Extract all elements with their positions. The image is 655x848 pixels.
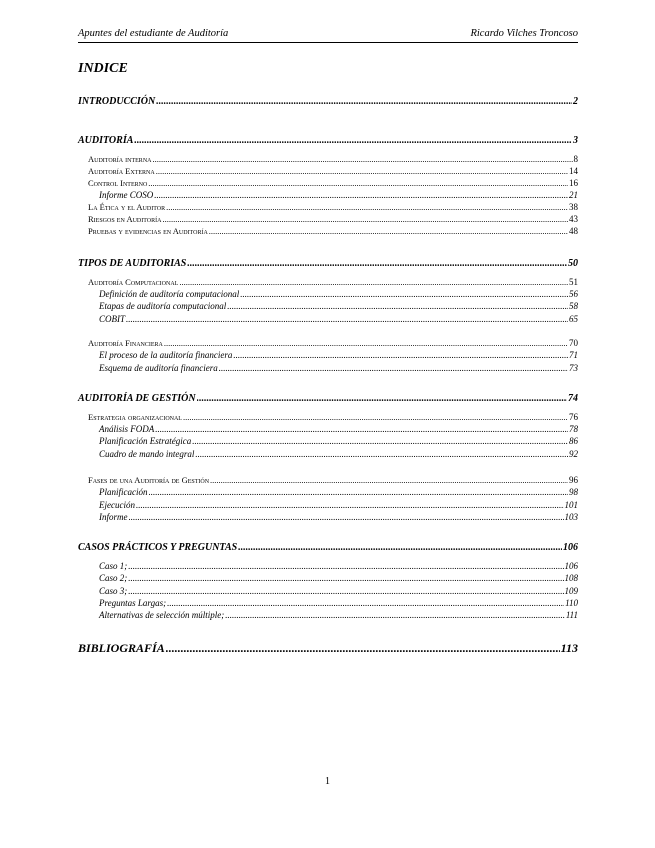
toc-entry-auditoria[interactable]: AUDITORÍA ..... 3 — [78, 135, 578, 146]
toc-entry-esquema-financiera[interactable]: Esquema de auditoría financiera ..... 73 — [78, 363, 578, 373]
toc-entry-cobit[interactable]: COBIT ..... 65 — [78, 314, 578, 324]
toc-entry-definicion-computacional[interactable]: Definición de auditoría computacional ..... 56 — [78, 289, 578, 299]
toc-entry-planificacion[interactable]: Planificación ..... 98 — [78, 487, 578, 497]
table-of-contents — [78, 0, 578, 848]
toc-entry-alternativas[interactable]: Alternativas de selección múltiple; ..... 111 — [78, 610, 578, 620]
toc-entry-caso-3[interactable]: Caso 3; ..... 109 — [78, 586, 578, 596]
toc-entry-caso-2[interactable]: Caso 2; ..... 108 — [78, 573, 578, 583]
page-title: INDICE — [78, 61, 128, 76]
toc-entry-planificacion-estrategica[interactable]: Planificación Estratégica ..... 86 — [78, 436, 578, 446]
toc-entry-riesgos[interactable]: Riesgos en Auditoría ..... 43 — [78, 214, 578, 224]
toc-entry-ejecucion[interactable]: Ejecución ..... 101 — [78, 500, 578, 510]
toc-entry-estrategia-organizacional[interactable]: Estrategia organizacional ..... 76 — [78, 412, 578, 422]
toc-entry-pruebas-evidencias[interactable]: Pruebas y evidencias en Auditoría ..... 48 — [78, 226, 578, 236]
toc-entry-informe-coso[interactable]: Informe COSO ..... 21 — [78, 190, 578, 200]
toc-entry-proceso-financiera[interactable]: El proceso de la auditoría financiera ..... 71 — [78, 350, 578, 360]
toc-entry-auditoria-interna[interactable]: Auditoría interna ..... 8 — [78, 154, 578, 164]
toc-entry-auditoria-computacional[interactable]: Auditoría Computacional ..... 51 — [78, 277, 578, 287]
toc-entry-bibliografia[interactable]: BIBLIOGRAFÍA ..... 113 — [78, 641, 578, 656]
toc-entry-cuadro-mando[interactable]: Cuadro de mando integral ..... 92 — [78, 449, 578, 459]
toc-entry-etapas-computacional[interactable]: Etapas de auditoría computacional ..... 58 — [78, 301, 578, 311]
toc-entry-control-interno[interactable]: Control Interno ..... 16 — [78, 178, 578, 188]
toc-entry-informe[interactable]: Informe ..... 103 — [78, 512, 578, 522]
toc-entry-fases-gestion[interactable]: Fases de una Auditoría de Gestión ..... 96 — [78, 475, 578, 485]
toc-entry-preguntas-largas[interactable]: Preguntas Largas; ..... 110 — [78, 598, 578, 608]
toc-entry-introduccion[interactable]: INTRODUCCIÓN ..... 2 — [78, 96, 578, 107]
toc-entry-casos-practicos[interactable]: CASOS PRÁCTICOS Y PREGUNTAS ..... 106 — [78, 542, 578, 553]
toc-entry-analisis-foda[interactable]: Análisis FODA ..... 78 — [78, 424, 578, 434]
toc-entry-auditoria-gestion[interactable]: AUDITORÍA DE GESTIÓN ..... 74 — [78, 393, 578, 404]
toc-entry-etica-auditor[interactable]: La Ética y el Auditor ..... 38 — [78, 202, 578, 212]
page-number: 1 — [325, 776, 330, 787]
header-left-text: Apuntes del estudiante de Auditoría — [78, 28, 229, 39]
toc-entry-tipos-auditorias[interactable]: TIPOS DE AUDITORIAS ..... 50 — [78, 258, 578, 269]
toc-entry-caso-1[interactable]: Caso 1; ..... 106 — [78, 561, 578, 571]
toc-entry-auditoria-externa[interactable]: Auditoría Externa ..... 14 — [78, 166, 578, 176]
toc-entry-auditoria-financiera[interactable]: Auditoría Financiera ..... 70 — [78, 338, 578, 348]
header-right-text: Ricardo Vilches Troncoso — [470, 28, 578, 39]
